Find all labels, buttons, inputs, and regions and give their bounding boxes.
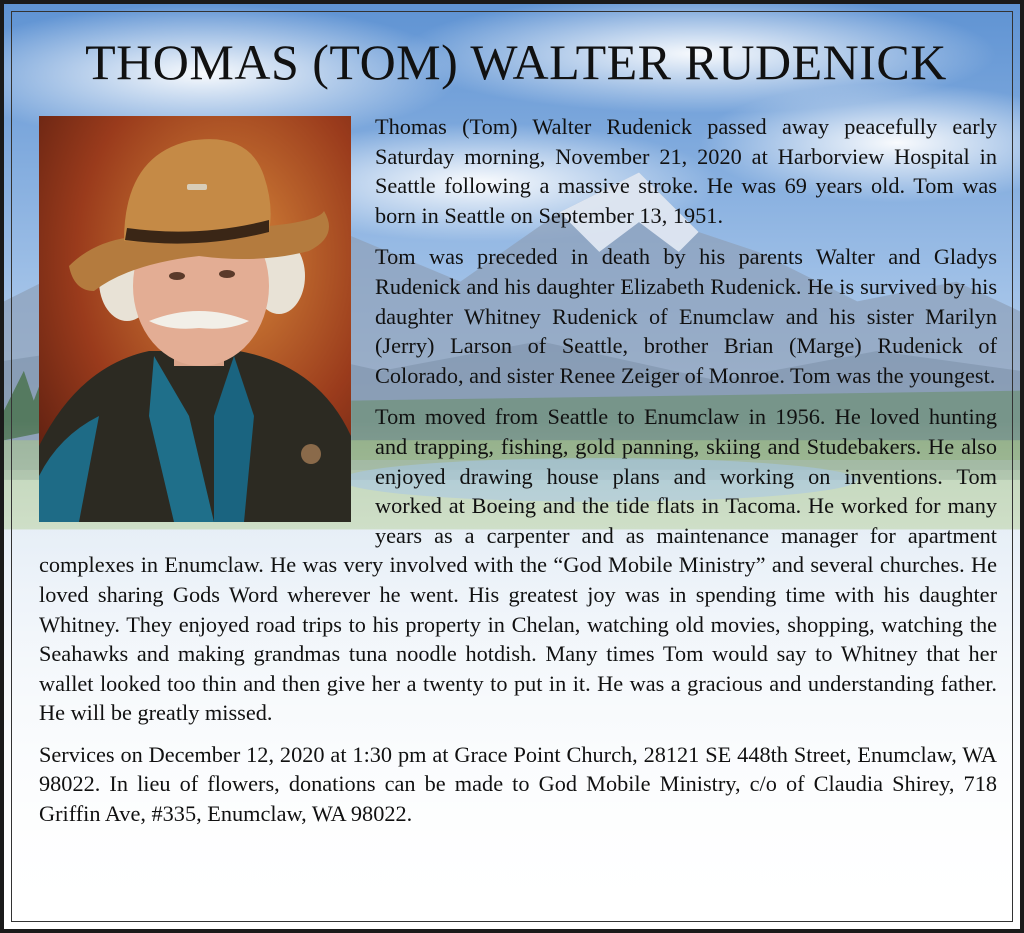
- paragraph-death-notice: Thomas (Tom) Walter Rudenick passed away peacefully early Saturday morning, November 21, 2020 at Harborview Hospital in Seattle following a massive stroke. He was 69 years old. Tom was born in Seattle on September 13, 1951.: [375, 114, 997, 228]
- paragraph-services: Services on December 12, 2020 at 1:30 pm at Grace Point Church, 28121 SE 448th Street, Enumclaw, WA 98022. In lieu of flowers, donations can be made to God Mobile Ministry, c/o of Claudia Shirey, 718 Griffin Ave, #335, Enumclaw, WA 98022.: [39, 741, 997, 827]
- obituary-body: [39, 112, 997, 841]
- page-title: THOMAS (TOM) WALTER RUDENICK: [85, 34, 947, 90]
- paragraph-life-story: Tom moved from Seattle to Enumclaw in 1956. He loved hunting and trapping, fishing, gold panning, skiing and Studebakers. He also enjoyed drawing house plans and working on inventions. Tom worked at Boeing and the tide flats in Tacoma. He worked for many years as a carpenter and as maintenance manager for apartment complexes in Enumclaw. He was very involved with the “God Mobile Ministry” and several churches. He loved sharing Gods Word wherever he went. His greatest joy was in spending time with his daughter Whitney. They enjoyed road trips to his property in Chelan, watching old movies, shopping, watching the Seahawks and making grandmas tuna noodle hotdish. Many times Tom would say to Whitney that her wallet looked too thin and then give her a twenty to put in it. He was a gracious and understanding father. He will be greatly missed.: [39, 404, 997, 726]
- paragraph-family: Tom was preceded in death by his parents Walter and Gladys Rudenick and his daughter Elizabeth Rudenick. He is survived by his daughter Whitney Rudenick of Enumclaw and his sister Marilyn (Jerry) Larson of Seattle, brother Brian (Marge) Rudenick of Colorado, and sister Renee Zeiger of Monroe. Tom was the youngest.: [375, 244, 997, 388]
- photo-wrap-spacer: [39, 112, 375, 522]
